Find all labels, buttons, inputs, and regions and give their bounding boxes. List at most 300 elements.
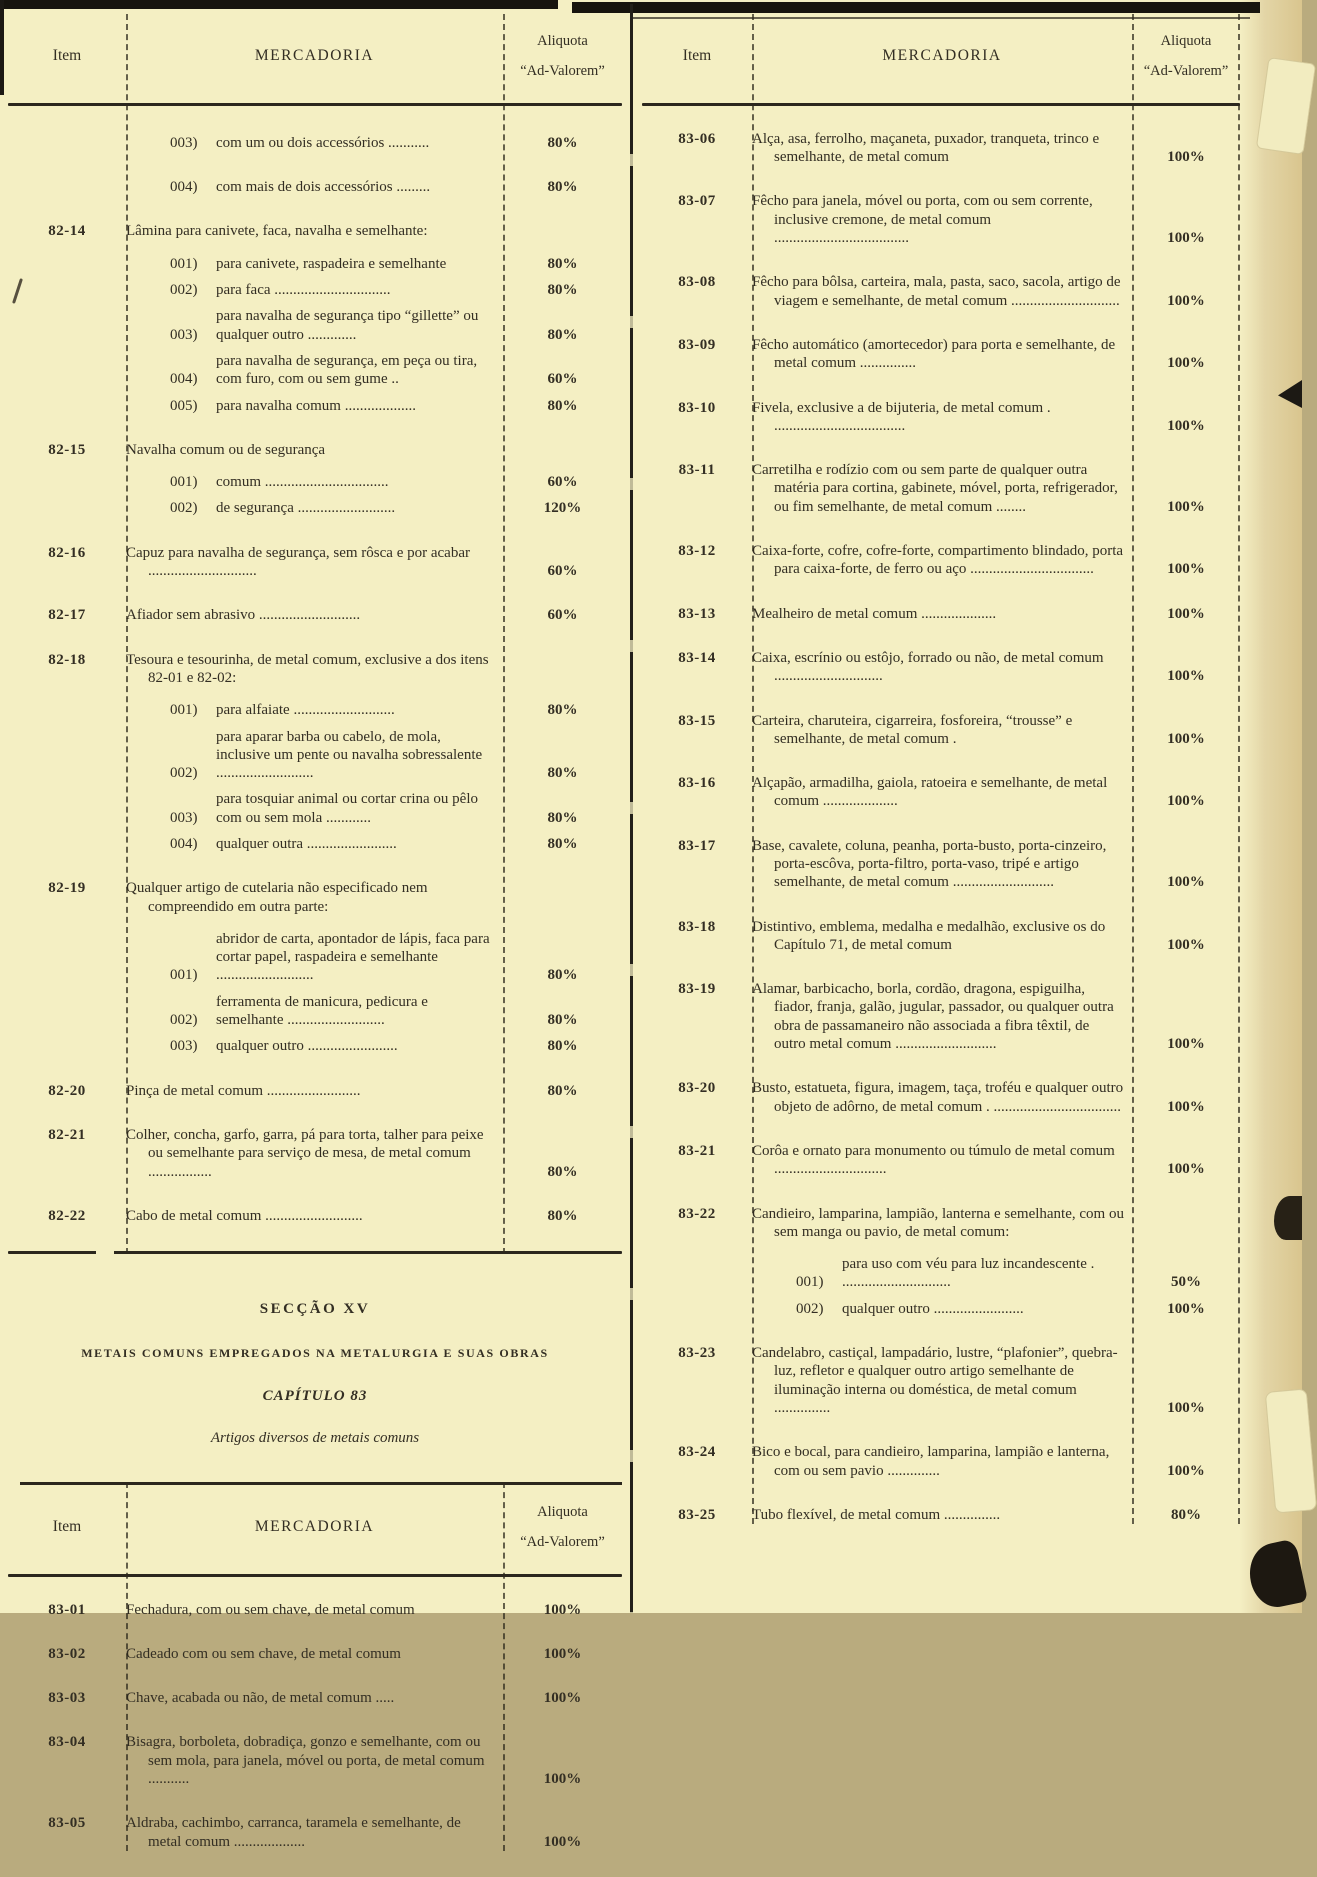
row-main [752,605,1240,623]
row-line [126,1601,622,1619]
column-rule [503,14,505,1254]
row-description: Lâmina para canivete, faca, navalha e semelhante: [126,223,428,240]
column-rule [126,1482,128,1851]
row-main [752,837,1240,892]
subitem-description: abridor de carta, apontador de lápis, faca para cortar papel, raspadeira e semelhante .......................... [216,930,490,984]
subitem-code: 003) [170,134,198,151]
subitem-code: 003) [170,326,198,343]
row-main [752,712,1240,749]
row-rate: 80% [547,1207,578,1224]
row-item: 83-01 [48,1601,86,1618]
table-header [642,14,1240,103]
row-description: Bico e bocal, para candieiro, lamparina, lampião e lanterna, com ou sem pavio .............. [752,1444,1110,1479]
row-subitems [126,473,622,518]
row-rate: 100% [1167,355,1205,372]
table-row [642,837,1240,892]
row-description: Bisagra, borboleta, dobradiça, gonzo e semelhante, com ou sem mola, para janela, móvel ou porta, de metal comum ........... [126,1734,485,1788]
subitem-description: para alfaiate ........................... [216,702,395,719]
subitem-rate: 60% [547,474,578,491]
subitem-row [126,352,622,389]
section-subtitle: METAIS COMUNS EMPREGADOS NA METALURGIA E SUAS OBRAS [81,1346,549,1361]
row-item: 82-18 [48,651,86,668]
column-rule [503,1482,505,1851]
row-rate: 60% [547,607,578,624]
row-line [752,192,1240,247]
header-aliquota-line2: “Ad-Valorem” [520,63,605,80]
row-item: 83-25 [678,1506,716,1523]
subitem-code: 002) [170,282,198,299]
column-rule [1132,14,1134,1524]
column-divider [630,4,633,1613]
row-main [752,980,1240,1053]
subitem-code: 002) [170,765,198,782]
header-aliquota-line2: “Ad-Valorem” [1143,63,1229,80]
column-rule [752,14,754,1524]
left-table-1 [8,14,622,1254]
row-description: Caixa-forte, cofre, cofre-forte, compartimento blindado, porta para caixa-forte, de ferro ou aço ................................. [752,543,1124,578]
header-mercadoria: MERCADORIA [254,46,375,64]
row-line [752,837,1240,892]
row-item: 83-08 [678,274,716,291]
row-line [752,336,1240,373]
row-item: 82-15 [48,441,86,458]
row-item: 83-07 [678,193,716,210]
table-row [8,1082,622,1100]
table-row [8,651,622,854]
table-row [642,712,1240,749]
subitem-code: 001) [170,702,198,719]
row-item: 83-15 [678,712,716,729]
subitem-row [126,835,622,853]
row-line [126,222,622,240]
subitem-description: para uso com véu para luz incandescente . ............................. [842,1256,1095,1291]
subitem-rate: 50% [1171,1274,1201,1291]
table-row [642,336,1240,373]
table-row [8,606,622,624]
row-line [752,130,1240,167]
row-description: Carteira, charuteira, cigarreira, fosforeira, “trousse” e semelhante, de metal comum . [752,712,1073,747]
row-main [126,1645,622,1663]
row-rate: 100% [1167,793,1205,810]
row-description: Carretilha e rodízio com ou sem parte de qualquer outra matéria para cortina, gabinete, móvel, porta, refrigerador, ou fim semelhante, de metal comum ........ [752,462,1118,515]
table-row [642,605,1240,623]
row-line [752,1205,1240,1242]
section-title: SECÇÃO XV [259,1301,371,1318]
row-subitems [126,255,622,415]
column-rule [126,14,128,1254]
row-rate: 100% [1167,1399,1205,1416]
row-line [752,774,1240,811]
subitem-description: qualquer outro ........................ [842,1300,1024,1317]
subitem-code: 001) [170,474,198,491]
subitem-row [126,701,622,719]
subitem-code: 003) [170,1038,198,1055]
row-description: Fêcho para bôlsa, carteira, mala, pasta, saco, sacola, artigo de viagem e semelhante, de metal comum ............................. [752,274,1121,309]
subitem-rate: 80% [547,255,578,272]
row-main [752,649,1240,686]
row-description: Cadeado com ou sem chave, de metal comum [126,1645,401,1662]
subitem-code: 004) [170,836,198,852]
subitem-row [126,397,622,415]
row-description: Fivela, exclusive a de bijuteria, de metal comum . ................................... [752,399,1051,434]
row-item: 83-20 [678,1080,716,1097]
scan-edge-bar [0,0,558,9]
subitem-rate: 80% [547,1038,578,1055]
header-aliquota [1132,26,1240,87]
subitem-description: com um ou dois accessórios ........... [216,134,430,151]
column-rule [1238,14,1240,1524]
subitem-rate: 80% [547,179,578,196]
table-row [8,1733,622,1788]
subitem-rate: 80% [547,809,578,826]
row-line [126,1689,622,1707]
table-row [8,1689,622,1707]
row-item: 83-02 [48,1645,86,1662]
row-line [752,1506,1240,1524]
table-row [8,1126,622,1181]
table-row [642,1142,1240,1179]
row-description: Navalha comum ou de segurança [126,441,326,458]
row-item: 83-12 [678,543,716,560]
row-description: Pinça de metal comum ......................... [126,1082,361,1099]
row-rate: 100% [1167,1161,1205,1178]
table-end-rule [8,1251,622,1254]
row-subitems [126,134,622,197]
row-line [126,1126,622,1181]
header-mercadoria: MERCADORIA [254,1517,375,1535]
row-subitems [126,930,622,1056]
subitem-rate: 100% [1167,1300,1205,1317]
row-description: Qualquer artigo de cutelaria não especificado nem compreendido em outra parte: [126,880,428,915]
table-row [8,879,622,1055]
row-line [752,273,1240,310]
row-description: Busto, estatueta, figura, imagem, taça, troféu e qualquer outro objeto de adôrno, de metal comum . .................................. [752,1080,1124,1115]
subitem-description: para tosquiar animal ou cortar crina ou pêlo com ou sem mola ............ [216,791,478,826]
subitem-description: qualquer outro ........................ [216,1038,398,1055]
row-item: 82-19 [48,880,86,897]
subitem-row [126,473,622,491]
row-line [126,441,622,459]
row-rate: 100% [1167,1036,1205,1053]
row-description: Fêcho para janela, móvel ou porta, com ou sem corrente, inclusive cremone, de metal comum .................................... [752,193,1093,247]
row-line [752,712,1240,749]
row-line [752,1443,1240,1480]
subitem-code: 004) [170,371,198,388]
scan-edge-bar [572,2,1260,13]
row-description: Colher, concha, garfo, garra, pá para torta, talher para peixe ou semelhante para serviço de mesa, de metal comum ................. [126,1126,484,1180]
row-rate: 100% [543,1833,582,1850]
row-rate: 100% [1167,1098,1205,1115]
table-row [8,130,622,197]
row-main [126,606,622,624]
row-main [752,1079,1240,1116]
row-main [752,1142,1240,1179]
table-row [642,1443,1240,1480]
row-item: 83-21 [678,1142,716,1159]
section-heading [8,1300,622,1448]
subitem-code: 003) [170,809,198,826]
table-row [642,980,1240,1053]
row-item [8,130,126,197]
left-table-2 [8,1482,622,1851]
header-item: Item [52,46,82,64]
row-main [126,544,622,581]
header-aliquota [503,26,622,87]
scan-artifact [1274,1196,1302,1240]
table-row [642,399,1240,436]
row-rate: 100% [1167,149,1205,166]
row-rate: 100% [543,1645,582,1662]
row-line [752,399,1240,436]
subitem-description: para navalha de segurança, em peça ou tira, com furo, com ou sem gume .. [216,352,478,388]
row-subitems [752,1255,1240,1318]
row-rate: 100% [1167,561,1205,578]
row-item: 83-03 [48,1690,86,1707]
row-main [752,130,1240,167]
subitem-code: 002) [796,1300,824,1317]
row-item: 83-13 [678,605,716,622]
table-header [8,14,622,103]
subitem-rate: 80% [547,967,578,984]
row-main [752,461,1240,516]
header-item: Item [682,46,712,64]
subitem-rate: 80% [547,765,578,782]
subitem-row [126,728,622,783]
subitem-code: 001) [170,967,198,984]
row-description: Cabo de metal comum .......................... [126,1207,363,1224]
row-rate: 100% [1167,1462,1205,1479]
row-description: Afiador sem abrasivo ........................... [126,607,361,624]
subitem-description: comum ................................. [216,474,389,491]
subitem-description: ferramenta de manicura, pedicura e semelhante .......................... [216,993,428,1029]
table-row [8,1207,622,1225]
row-rate: 80% [547,1082,578,1099]
chapter-subtitle: Artigos diversos de metais comuns [210,1430,420,1447]
row-item: 83-16 [678,775,716,792]
table-body [8,106,622,1225]
table-row [642,461,1240,516]
table-body [8,1577,622,1851]
row-rate: 100% [543,1771,582,1788]
row-rate: 100% [1167,605,1205,622]
row-main [126,1689,622,1707]
subitem-rate: 80% [547,836,578,852]
row-main [126,1207,622,1225]
row-item: 83-04 [48,1734,86,1751]
row-main [126,130,622,197]
subitem-row [126,1037,622,1055]
subitem-row [126,134,622,152]
subitem-rate: 80% [547,1012,578,1029]
subitem-description: para navalha comum ................... [216,397,416,414]
page-edge-shadow [1240,0,1302,1613]
row-rate: 60% [547,563,578,580]
subitem-description: para canivete, raspadeira e semelhante [216,255,447,272]
header-aliquota-line1: Aliquota [537,1503,588,1520]
row-item: 83-10 [678,399,716,416]
row-description: Corôa e ornato para monumento ou túmulo de metal comum .............................. [752,1142,1115,1178]
row-line [752,542,1240,579]
row-subitems [126,701,622,853]
subitem-row [126,993,622,1030]
row-item: 82-14 [48,223,86,240]
row-line [126,1207,622,1225]
row-description: Distintivo, emblema, medalha e medalhão, exclusive os do Capítulo 71, de metal comum [752,918,1106,953]
table-row [8,222,622,414]
row-description: Candieiro, lamparina, lampião, lanterna e semelhante, com ou sem manga ou pavio, de metal comum: [752,1205,1124,1240]
row-main [752,399,1240,436]
subitem-code: 004) [170,179,198,196]
row-main [752,273,1240,310]
subitem-row [126,499,622,517]
row-line [752,980,1240,1053]
subitem-code: 001) [170,255,198,272]
table-row [642,774,1240,811]
row-item: 82-22 [48,1207,86,1224]
row-description: Capuz para navalha de segurança, sem rôsca e por acabar ............................. [126,544,470,580]
subitem-row [752,1300,1240,1318]
subitem-description: para navalha de segurança tipo “gillette” ou qualquer outro ............. [216,308,479,343]
row-description: Candelabro, castiçal, lampadário, lustre, “plafonier”, quebra-luz, refletor e qualquer outro artigo semelhante de iluminação interna ou doméstica, de metal comum ............... [752,1345,1118,1416]
row-item: 83-05 [48,1815,86,1832]
row-line [752,918,1240,955]
row-main [126,1814,622,1851]
table-row [642,1205,1240,1318]
subitem-rate: 80% [547,397,578,414]
header-aliquota-line2: “Ad-Valorem” [520,1534,605,1551]
row-line [126,606,622,624]
row-item: 82-17 [48,607,86,624]
row-main [752,542,1240,579]
row-rate: 100% [1167,417,1205,434]
row-main [126,222,622,414]
subitem-row [126,255,622,273]
row-description: Alça, asa, ferrolho, maçaneta, puxador, tranqueta, trinco e semelhante, de metal comum [752,130,1100,166]
subitem-row [752,1255,1240,1292]
row-description: Tesoura e tesourinha, de metal comum, exclusive a dos itens 82-01 e 82-02: [126,651,489,686]
subitem-description: com mais de dois accessórios ......... [216,179,431,196]
row-main [752,1344,1240,1417]
subitem-description: de segurança .......................... [216,500,396,517]
table-header [8,1485,622,1574]
row-item: 83-17 [678,837,716,854]
row-rate: 100% [1167,498,1205,515]
subitem-row [126,178,622,196]
row-rate: 100% [1167,936,1205,953]
row-description: Fêcho automático (amortecedor) para porta e semelhante, de metal comum ............... [752,336,1116,372]
row-item: 82-20 [48,1082,86,1099]
row-item: 83-24 [678,1444,716,1461]
row-main [126,1733,622,1788]
row-main [752,336,1240,373]
row-description: Aldraba, cachimbo, carranca, taramela e semelhante, de metal comum ................... [126,1815,461,1850]
row-main [126,879,622,1055]
right-column [642,14,1240,1550]
row-line [752,1142,1240,1179]
subitem-row [126,307,622,344]
table-row [8,1814,622,1851]
header-aliquota-line1: Aliquota [537,33,588,49]
table-row [8,441,622,518]
row-main [752,1506,1240,1524]
row-description: Fechadura, com ou sem chave, de metal comum [126,1601,415,1618]
chapter-title: CAPÍTULO 83 [262,1388,368,1405]
subitem-rate: 60% [547,371,578,388]
row-main [126,1126,622,1181]
row-line [752,461,1240,516]
subitem-rate: 80% [547,282,578,299]
row-rate: 100% [1167,668,1205,685]
row-item: 83-14 [678,649,716,666]
table-body [642,106,1240,1524]
row-item: 83-06 [678,130,716,147]
header-mercadoria: MERCADORIA [882,46,1002,64]
subitem-rate: 80% [547,326,578,343]
row-item: 83-19 [678,981,716,998]
row-rate: 100% [1167,730,1205,747]
subitem-row [126,930,622,985]
row-item: 83-09 [678,336,716,353]
table-row [8,544,622,581]
subitem-code: 001) [796,1274,824,1291]
row-main [126,1082,622,1100]
left-column [8,14,622,1877]
row-description: Base, cavalete, coluna, peanha, porta-busto, porta-cinzeiro, porta-escôva, porta-filtro, porta-vaso, tripé e artigo semelhante, de metal comum ........................... [752,837,1107,891]
row-item: 83-11 [678,462,716,479]
row-main [752,1205,1240,1318]
row-rate: 100% [1167,230,1205,247]
subitem-description: para faca ............................... [216,282,391,299]
table-row [642,273,1240,310]
row-rate: 100% [1167,874,1205,891]
table-row [642,918,1240,955]
row-item: 82-21 [48,1126,86,1143]
row-main [126,1601,622,1619]
subitem-rate: 120% [543,500,582,517]
subitem-row [126,281,622,299]
subitem-rate: 80% [547,702,578,719]
subitem-description: qualquer outra ........................ [216,836,397,852]
table-row [642,1506,1240,1524]
header-aliquota [503,1497,622,1558]
table-row [642,649,1240,686]
row-line [126,1814,622,1851]
row-description: Alçapão, armadilha, gaiola, ratoeira e semelhante, de metal comum .................... [752,775,1108,810]
subitem-code: 002) [170,500,198,517]
row-description: Caixa, escrínio ou estôjo, forrado ou não, de metal comum ............................. [752,649,1104,685]
row-rate: 80% [1171,1506,1201,1523]
row-description: Tubo flexível, de metal comum ............... [752,1506,1001,1523]
row-line [752,649,1240,686]
row-item: 83-22 [678,1205,716,1222]
subitem-code: 002) [170,1012,198,1029]
row-description: Alamar, barbicacho, borla, cordão, dragona, espiguilha, fiador, franja, galão, jugular, passador, ou qualquer outra obra de passamaneiro não associada a fibra têxtil, de outro metal comum ........................... [752,981,1114,1053]
table-row [642,192,1240,247]
row-main [752,918,1240,955]
row-line [126,1733,622,1788]
row-line [126,651,622,688]
row-line [752,1079,1240,1116]
row-main [752,774,1240,811]
subitem-description: para aparar barba ou cabelo, de mola, inclusive um pente ou navalha sobressalente .......................... [216,728,483,782]
row-item: 83-18 [678,918,716,935]
table-row [642,1079,1240,1116]
table-row [642,1344,1240,1417]
row-line [126,1082,622,1100]
header-aliquota-line1: Aliquota [1160,33,1212,49]
row-rate: 100% [1167,292,1205,309]
subitem-code: 005) [170,397,198,414]
